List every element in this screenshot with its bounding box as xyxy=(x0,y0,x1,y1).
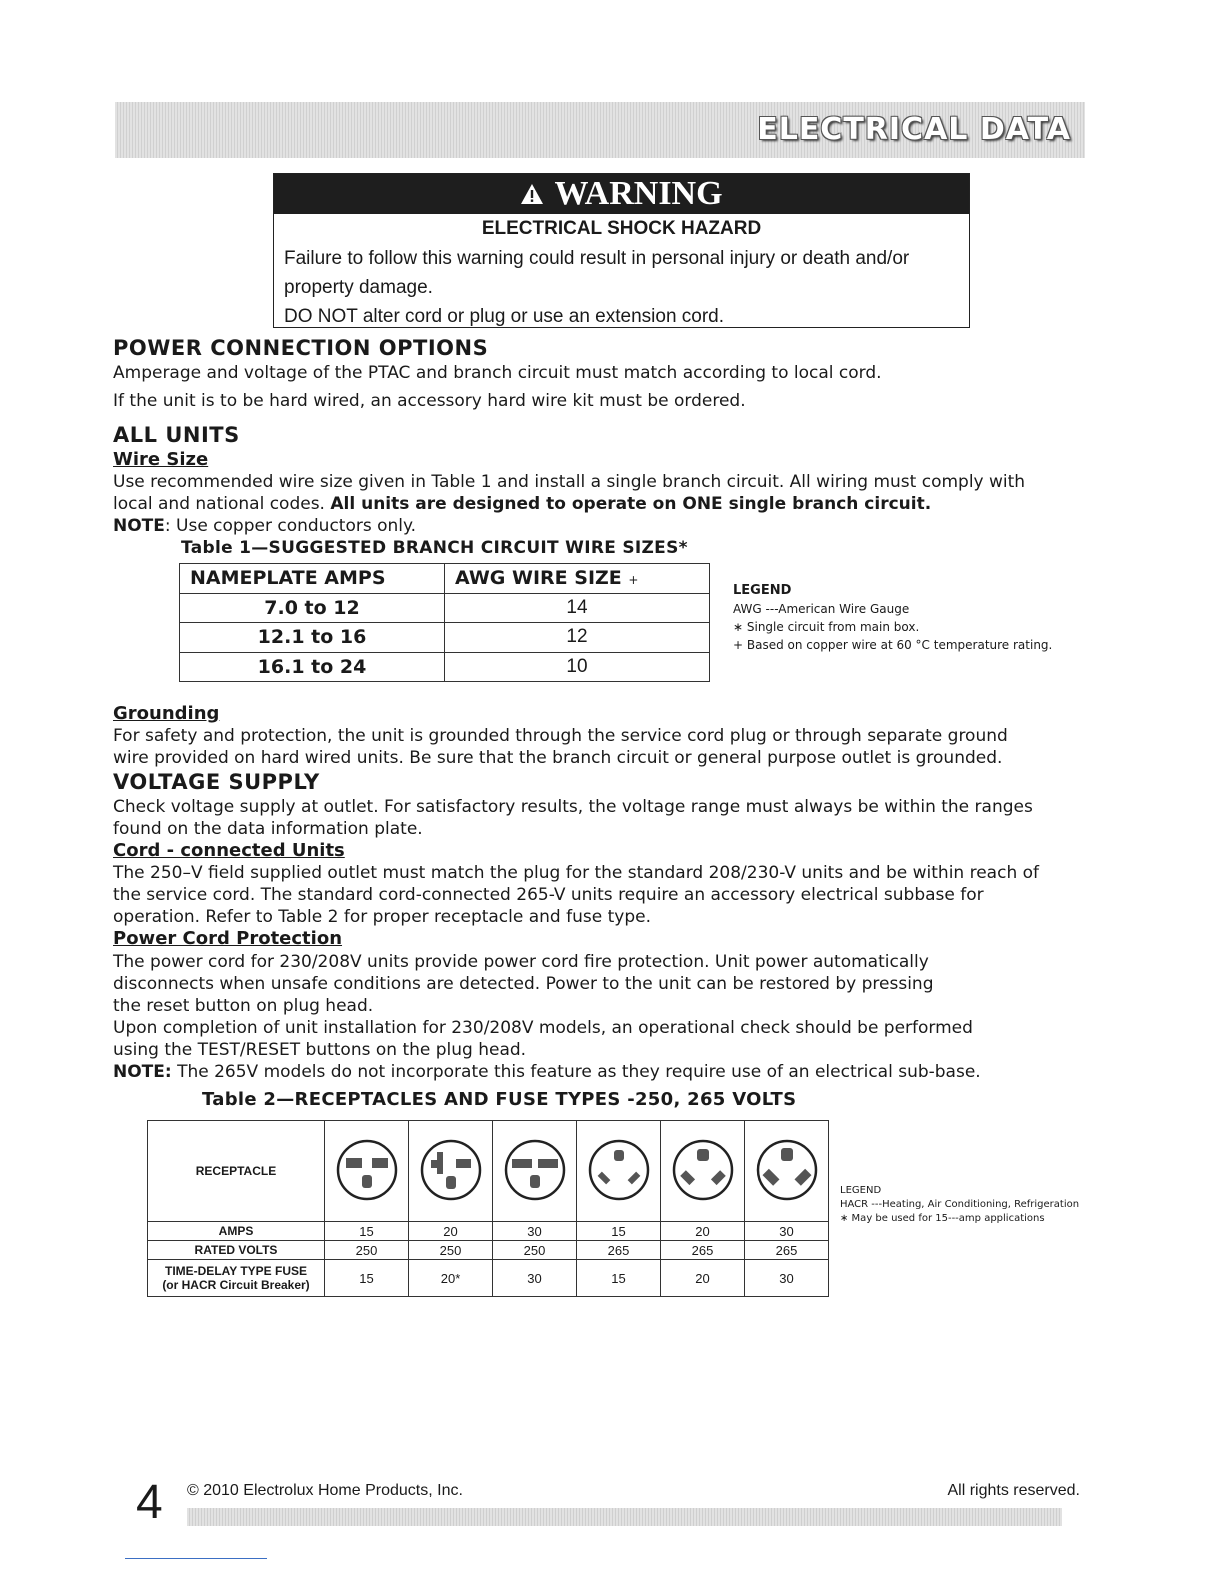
grounding-text: wire provided on hard wired units. Be sure that the branch circuit or general purpose outlet is grounded. xyxy=(113,748,1003,768)
table-row xyxy=(148,1121,829,1222)
protection-heading: Power Cord Protection xyxy=(113,928,343,949)
wire-size-text-bold: All units are designed to operate on ONE single branch circuit. xyxy=(330,494,932,514)
table-cell: AMPS xyxy=(148,1222,325,1241)
power-text: If the unit is to be hard wired, an accessory hard wire kit must be ordered. xyxy=(113,391,746,411)
cord-text: The 250–V field supplied outlet must match the plug for the standard 208/230-V units and be within reach of xyxy=(113,863,1040,883)
receptacle-15a-265v-icon xyxy=(587,1138,651,1202)
table-cell: 265 xyxy=(745,1241,829,1260)
protection-text: using the TEST/RESET buttons on the plug head. xyxy=(113,1040,527,1060)
table-cell xyxy=(493,1121,577,1222)
table-cell: 30 xyxy=(745,1222,829,1241)
protection-text: Upon completion of unit installation for 230/208V models, an operational check should be performed xyxy=(113,1018,973,1038)
table-cell xyxy=(148,1260,325,1297)
note-label: NOTE xyxy=(113,516,165,536)
table-cell: 250 xyxy=(409,1241,493,1260)
note xyxy=(113,515,416,537)
copyright: © 2010 Electrolux Home Products, Inc. xyxy=(187,1482,463,1499)
cord-text: the service cord. The standard cord-connected 265-V units require an accessory electrical subbase for xyxy=(113,885,984,905)
table-row xyxy=(180,623,710,653)
table-cell: RATED VOLTS xyxy=(148,1241,325,1260)
page-number: 4 xyxy=(136,1476,163,1529)
legend-item: HACR ---Heating, Air Conditioning, Refrigeration xyxy=(840,1199,1080,1210)
page-title: ELECTRICAL DATA xyxy=(757,112,1071,147)
table-header xyxy=(445,564,710,594)
table-cell: 10 xyxy=(445,652,710,682)
table-row xyxy=(148,1222,829,1241)
table-cell xyxy=(745,1121,829,1222)
cord-text: operation. Refer to Table 2 for proper receptacle and fuse type. xyxy=(113,907,651,927)
legend-item: ∗ Single circuit from main box. xyxy=(733,620,920,634)
table-cell: 30 xyxy=(745,1260,829,1297)
receptacle-30a-250v-icon xyxy=(503,1138,567,1202)
protection-text: the reset button on plug head. xyxy=(113,996,374,1016)
table-cell: 15 xyxy=(325,1222,409,1241)
table1-legend xyxy=(733,582,1052,654)
warning-line: DO NOT alter cord or plug or use an extension cord. xyxy=(284,306,725,327)
table-cell xyxy=(661,1121,745,1222)
fuse-label-line: TIME-DELAY TYPE FUSE xyxy=(164,1264,308,1278)
table-cell: RECEPTACLE xyxy=(148,1121,325,1222)
table-cell: 12 xyxy=(445,623,710,653)
table-cell: 250 xyxy=(325,1241,409,1260)
table-cell: 250 xyxy=(493,1241,577,1260)
protection-text: disconnects when unsafe conditions are detected. Power to the unit can be restored by pressing xyxy=(113,974,934,994)
divider xyxy=(125,1558,267,1559)
legend-title: LEGEND xyxy=(733,583,792,598)
table2-caption: Table 2—RECEPTACLES AND FUSE TYPES -250, 265 VOLTS xyxy=(202,1089,797,1110)
note-text: : Use copper conductors only. xyxy=(164,516,417,536)
table-row xyxy=(148,1241,829,1260)
legend-item: + Based on copper wire at 60 °C temperature rating. xyxy=(733,638,1053,652)
receptacle-30a-265v-icon xyxy=(755,1138,819,1202)
table-header-row xyxy=(180,564,710,594)
voltage-heading: VOLTAGE SUPPLY xyxy=(113,770,320,794)
table-row xyxy=(148,1260,829,1297)
table-row xyxy=(180,652,710,682)
power-text: Amperage and voltage of the PTAC and branch circuit must match according to local cord. xyxy=(113,363,882,383)
warning-box xyxy=(273,173,970,328)
warning-body xyxy=(274,240,969,331)
legend-item: ∗ May be used for 15---amp applications xyxy=(840,1213,1045,1224)
table1-caption: Table 1—SUGGESTED BRANCH CIRCUIT WIRE SIZES* xyxy=(181,538,688,558)
warning-subtitle: ELECTRICAL SHOCK HAZARD xyxy=(481,218,762,239)
warning-line: property damage. xyxy=(284,277,433,298)
fuse-label-line: (or HACR Circuit Breaker) xyxy=(162,1278,310,1292)
table-header: NAMEPLATE AMPS xyxy=(180,564,445,594)
warning-triangle-icon xyxy=(520,183,544,205)
table-cell: 265 xyxy=(661,1241,745,1260)
table2-legend xyxy=(840,1184,1079,1226)
table-cell xyxy=(409,1121,493,1222)
table-cell: 30 xyxy=(493,1260,577,1297)
table-cell: 14 xyxy=(445,593,710,623)
warning-line: Failure to follow this warning could result in personal injury or death and/or xyxy=(284,248,910,269)
table-row xyxy=(180,593,710,623)
table-cell: 12.1 to 16 xyxy=(180,623,445,653)
wire-size-text xyxy=(113,493,931,515)
table-cell: 15 xyxy=(325,1260,409,1297)
voltage-text: Check voltage supply at outlet. For satisfactory results, the voltage range must always be within the ranges xyxy=(113,797,1033,817)
table-cell: 15 xyxy=(577,1222,661,1241)
protection-text: The power cord for 230/208V units provide power cord fire protection. Unit power automatically xyxy=(113,952,929,972)
all-units-heading: ALL UNITS xyxy=(113,423,240,447)
table-cell: 16.1 to 24 xyxy=(180,652,445,682)
warning-label: WARNING xyxy=(554,175,723,212)
footer-bar xyxy=(187,1508,1062,1526)
rights-text: All rights reserved. xyxy=(947,1482,1080,1499)
power-heading: POWER CONNECTION OPTIONS xyxy=(113,336,489,360)
table-cell: 20* xyxy=(409,1260,493,1297)
grounding-text: For safety and protection, the unit is grounded through the service cord plug or through separate ground xyxy=(113,726,1008,746)
wire-size-text: Use recommended wire size given in Table 1 and install a single branch circuit. All wiring must comply with xyxy=(113,472,1026,492)
plus-mark: + xyxy=(628,573,639,588)
note xyxy=(113,1061,981,1083)
table-cell: 20 xyxy=(409,1222,493,1241)
table-header-text: AWG WIRE SIZE xyxy=(455,567,622,590)
table-cell: 30 xyxy=(493,1222,577,1241)
table-cell: 20 xyxy=(661,1222,745,1241)
header-banner xyxy=(115,102,1085,158)
wire-size-heading: Wire Size xyxy=(113,449,209,470)
wire-size-table xyxy=(179,563,710,682)
receptacle-15a-250v-icon xyxy=(335,1138,399,1202)
receptacle-20a-265v-icon xyxy=(671,1138,735,1202)
warning-header xyxy=(274,174,969,214)
cord-heading: Cord - connected Units xyxy=(113,840,345,861)
wire-size-text-plain: local and national codes. xyxy=(113,494,325,514)
grounding-heading: Grounding xyxy=(113,703,220,724)
receptacle-table xyxy=(147,1120,829,1297)
table-cell: 20 xyxy=(661,1260,745,1297)
table-cell: 265 xyxy=(577,1241,661,1260)
table-cell xyxy=(577,1121,661,1222)
note-label: NOTE: xyxy=(113,1062,172,1082)
table-cell: 7.0 to 12 xyxy=(180,593,445,623)
legend-item: AWG ---American Wire Gauge xyxy=(733,602,910,616)
note-text: The 265V models do not incorporate this feature as they require use of an electrical sub-base. xyxy=(171,1062,981,1082)
legend-title: LEGEND xyxy=(840,1185,882,1196)
voltage-text: found on the data information plate. xyxy=(113,819,423,839)
receptacle-20a-250v-icon xyxy=(419,1138,483,1202)
table-cell: 15 xyxy=(577,1260,661,1297)
table-cell xyxy=(325,1121,409,1222)
